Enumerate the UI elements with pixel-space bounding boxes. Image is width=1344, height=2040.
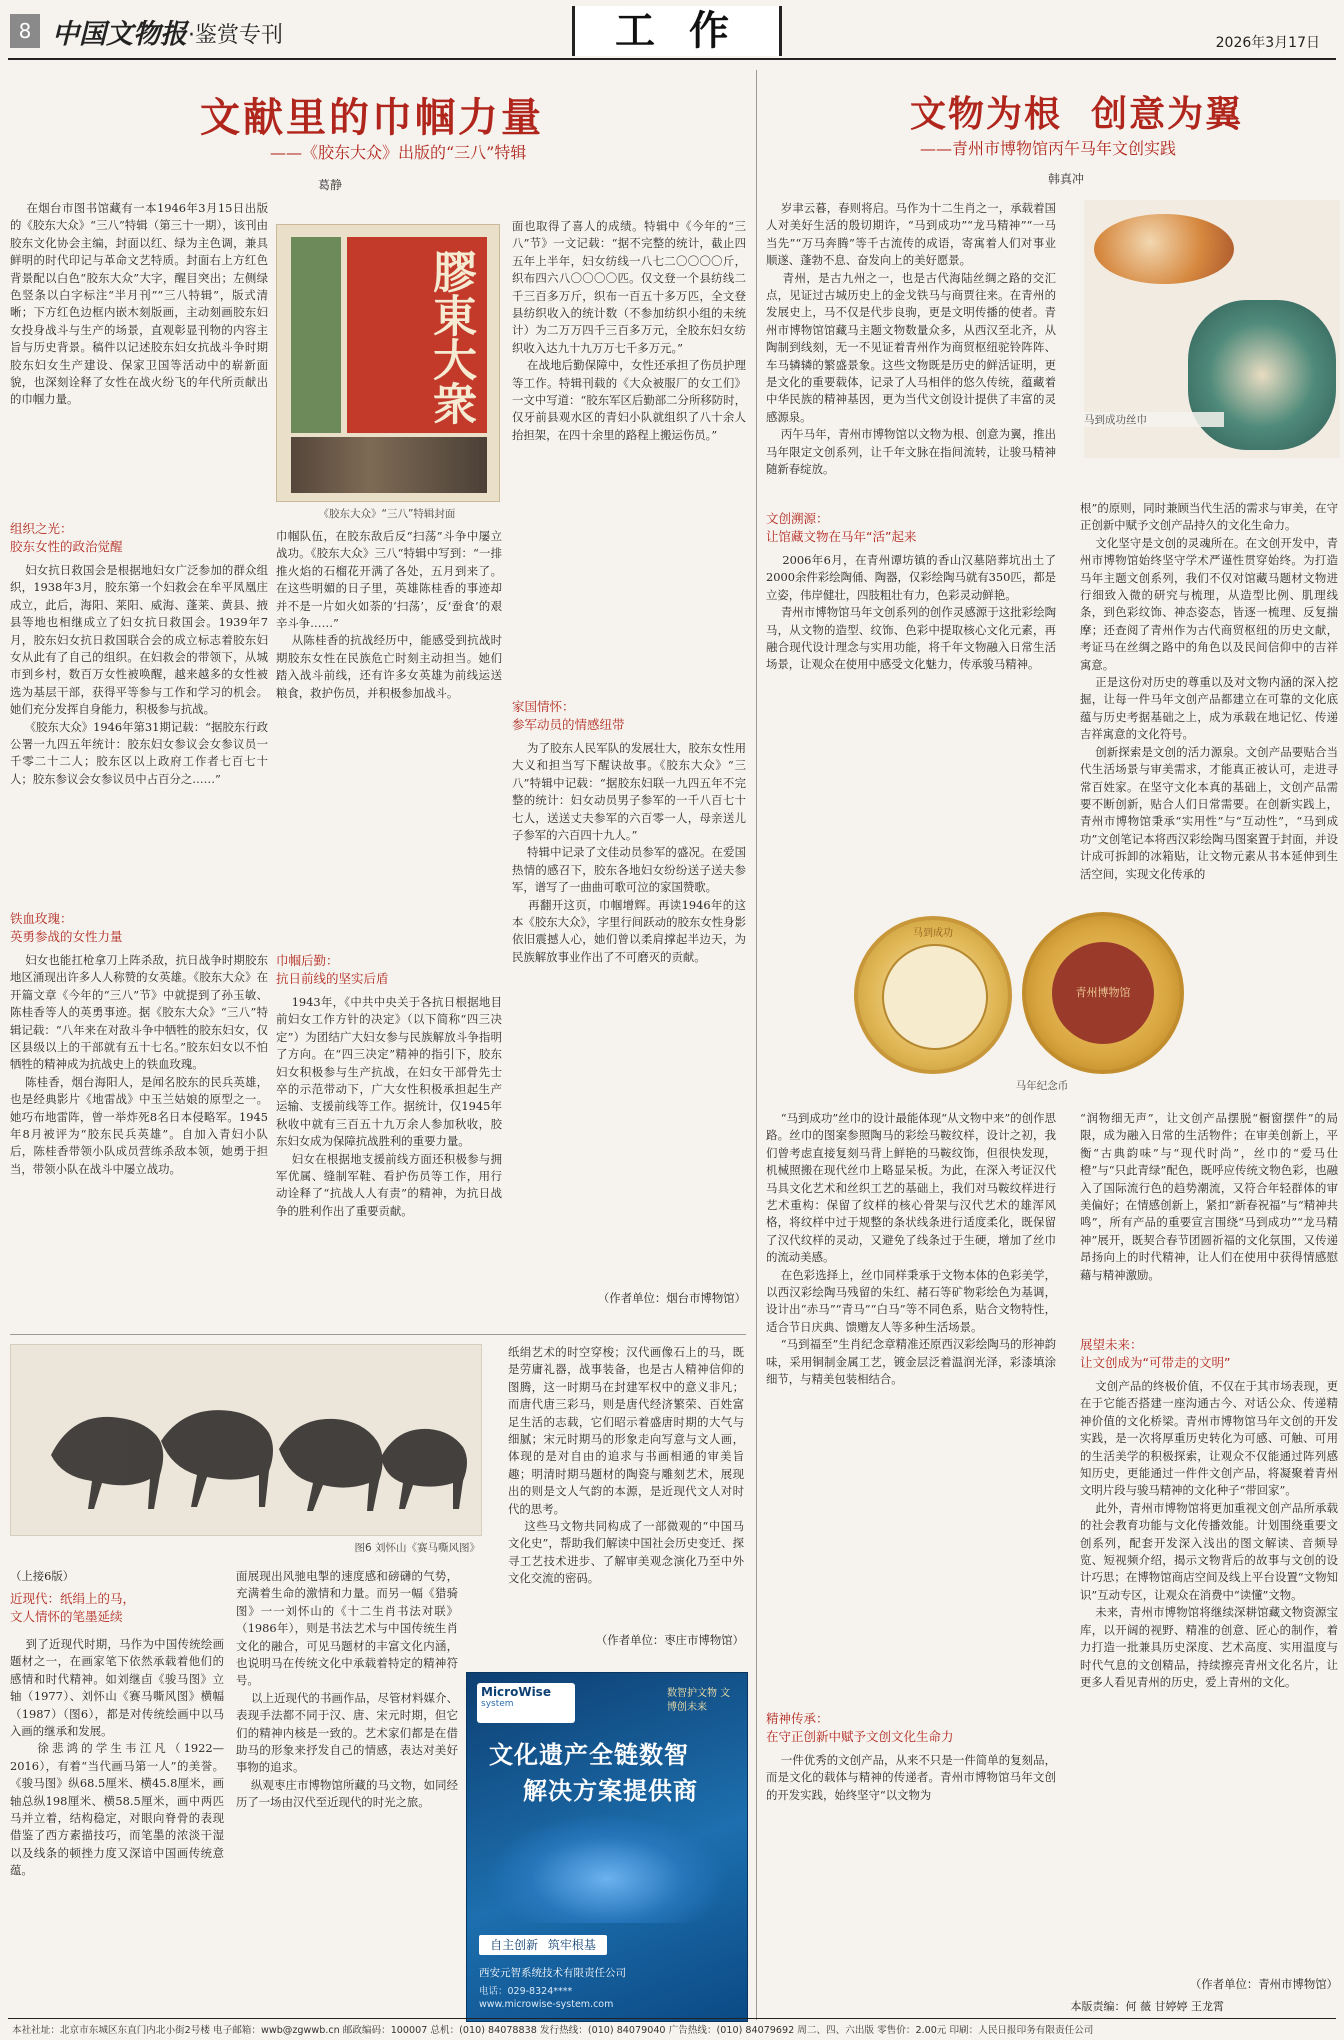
bottom-left-col1: 到了近现代时期，马作为中国传统绘画题材之一，在画家笔下依然承载着他们的感情和时代精神。如刘继卣《骏马图》立轴（1977）、刘怀山《赛马嘶风图》横幅（1987）（图6），都是对传统绘画中以马入画的继承和发展。 徐悲鸿的学生韦江凡（1922—2016），有着“当代画马第一人”的美誉。《骏马图》纵68.5厘米、横45.8厘米，画轴总纵198厘米、横58.5厘米，画中两匹马并立着，结构稳定，对眼向脊骨的表现借鉴了西方素描技巧，而笔墨的浓淡干湿以及线条的顿挫力度又深谙中国画传统意蕴。 xyxy=(10,1637,224,1878)
ad-line-2: 解决方案提供商 xyxy=(523,1776,698,1805)
ad-tag-2: 筑牢根基 xyxy=(547,1938,596,1952)
ad-phone: 电话：029-8324**** xyxy=(479,1986,573,1997)
coin-1 xyxy=(854,916,1012,1074)
right-col1-body-3: 一件优秀的文创产品，从来不只是一件简单的复刻品，而是文化的载体与精神的传递者。青州市博物馆马年文创的开发实践，始终坚守“以文物为 xyxy=(766,1753,1056,1802)
footer-rule xyxy=(8,2018,1336,2019)
center-divider xyxy=(756,70,757,2020)
left-col3-body-2: 为了胶东人民军队的发展壮大，胶东女性用大义和担当写下醒诀故事。《胶东大众》“三八”特辑中记载：“据胶东妇联一九四五年不完整的统计：妇女动员男子参军的一千八百七十七人，送送丈夫参军的六百零一人，母亲送儿子参军的六百四十九人。” 特辑中记录了文佳动员参军的盛况。在爱国热情的感召下，胶东各地妇女纷纷送子送夫参军，谱写了一曲曲可歌可泣的家国赞歌。 再翻开这页，巾帼增辉。再读1946年的这本《胶东大众》，字里行间跃动的胶东女性身影依旧震撼人心，她们曾以柔肩撑起半边天，为民族解放事业作出了不可磨灭的贡献。 xyxy=(512,741,746,964)
issue-date: 2026年3月17日 xyxy=(1215,35,1320,51)
right-col2-heading-1: 展望未来： 让文创成为“可带走的文明” xyxy=(1080,1337,1231,1370)
left-col2-body-1: 巾帼队伍，在胶东敌后反“扫荡”斗争中屡立战功。《胶东大众》三八“特辑中写到：“一排推火焰的石榴花开满了各处，五月到来了。在这些明媚的日子里，英雄陈桂香的事迹却并不是一片如火如荼的‘扫荡’，反‘蚕食’的艰辛斗争……” 从陈桂香的抗战经历中，能感受到抗战时期胶东女性在民族危亡时刻主动担当。她们踏入战斗前线，还有许多女英雄为前线运送粮食，救护伤员，并积极参加战斗。 xyxy=(276,529,502,700)
ad-line-1: 文化遗产全链数智 xyxy=(489,1740,689,1769)
left-col1-body-1: 妇女抗日救国会是根据地妇女广泛参加的群众组织，1938年3月，胶东第一个妇救会在牟平凤凰庄成立，此后，海阳、莱阳、威海、蓬莱、黄县、掖县等地也相继成立了妇女抗日救国会。1939年7月，胶东妇女抗日救国联合会的成立标志着胶东妇女从此有了自己的组织。在妇救会的带领下，从城市到乡村，数百万女性被唤醒，越来越多的女性被选为基层干部，获得平等参与工作和学习的机会。她们充分发挥自身能力，积极参与抗战。 《胶东大众》1946年第31期记载：“据胶东行政公署一九四五年统计：胶东妇女参议会女参议员一千零二十二人；胶东区以上政府工作者七百七十人；胶东参议会女参议员中占百分之……” xyxy=(10,563,268,786)
ad-logo-text: MicroWise xyxy=(481,1685,551,1699)
coin-photo xyxy=(832,900,1338,1102)
right-col1-body-1: 2006年6月，在青州谭坊镇的香山汉墓陪葬坑出土了2000余件彩绘陶俑、陶器，仅彩绘陶马就有350匹，都是立姿，伟岸健壮，四肢粗壮有力，色彩灵动鲜艳。 青州市博物馆马年文创系列的创作灵感源于这批彩绘陶马，从文物的造型、纹饰、色彩中提取核心文化元素，再融合现代设计理念与实用功能，将千年文物融入日常生活场景，让观众在使用中感受文化魅力，传承骏马精神。 xyxy=(766,553,1056,672)
left-col3-body-1: 面也取得了喜人的成绩。特辑中《今年的“三八”节》一文记载：“据不完整的统计，截止四五年上半年，妇女纺线一八七二〇〇〇〇斤，织布四六八〇〇〇〇匹。仅文登一个县纺线二千三百多万斤，织布一百五十多万匹，全文登县纺织收入的统计数（不参加纺织小组的未统计）为二万万四千三百多万元，全胶东妇女纺织收入达九十九万万七千多万元。” 在战地后勤保障中，女性还承担了伤员护理等工作。特辑刊载的《大众被服厂的女工们》一文中写道：“胶东军区后勤部二分所移防时，仅牙前县观水区的青妇小队就组织了八十余人抬担架，在四十余里的路程上搬运伤员。” xyxy=(512,219,746,442)
cover-green-strip xyxy=(291,237,341,433)
ad-tag-1: 自主创新 xyxy=(490,1938,539,1952)
left-col1-heading-2: 铁血玫瑰： 英勇参战的女性力量 xyxy=(10,911,123,944)
right-col1-body-2: “马到成功”丝巾的设计最能体现“从文物中来”的创作思路。丝巾的图案参照陶马的彩绘马鞍纹样，设计之初，我们曾考虑直接复刻马背上鲜艳的马鞍纹饰，但很快发现，机械照搬在现代丝巾上略显呆板。为此，在深入考证汉代马具文化艺术和丝织工艺的基础上，我们对马鞍纹样进行艺术重构：保留了纹样的核心骨架与汉代艺术的雄浑风格，将纹样中过于规整的条状线条进行适度柔化，既保留了汉代纹样的灵动，又避免了线条过于生硬，增加了丝巾的流动美感。 在色彩选择上，丝巾同样秉承于文物本体的色彩美学，以西汉彩绘陶马残留的朱红、赭石等矿物彩绘色为基调，设计出“赤马”“青马”“白马”等不同色系，贴合文物特性，适合节日庆典、馈赠友人等多种生活场景。 “马到福至”生肖纪念章精准还原西汉彩绘陶马的形神韵味，采用铜制金属工艺，镀金层泛着温润光泽，彩漆填涂细节，与精美包装相结合。 xyxy=(766,1111,1056,1387)
right-article-subtitle: ——青州市博物馆丙午马年文创实践 xyxy=(920,139,1177,158)
left-col3-heading-1: 家国情怀： 参军动员的情感纽带 xyxy=(512,699,625,732)
coin-2-label: 青州博物馆 xyxy=(1075,986,1131,999)
ad-visual xyxy=(487,1813,727,1923)
page-number: 8 xyxy=(18,19,32,43)
horse-painting-image xyxy=(10,1344,482,1536)
coin-caption: 马年纪念币 xyxy=(1015,1080,1069,1092)
left-col3-credit: （作者单位：烟台市博物馆） xyxy=(597,1291,746,1305)
scarf-caption: 马到成功丝巾 xyxy=(1084,412,1224,427)
horse-painting-caption: 图6 刘怀山《赛马嘶风图》 xyxy=(354,1542,480,1554)
ad-logo-sub: system xyxy=(481,1699,514,1709)
page-number-box xyxy=(10,14,40,48)
horse-painting-svg xyxy=(11,1345,481,1535)
footer-text: 本社社址：北京市东城区东直门内北小街2号楼 电子邮箱：wwb@zgwwb.cn 邮政编码：100007 总机：(010) 84078838 发行热线：(010) 84079040 广告热线：(010) 84079692 周二、四、六出版 零售价：2.00元 印刷：人民日报印务有限责任公司 xyxy=(12,2025,1094,2036)
bottom-left-credit: （作者单位：枣庄市博物馆） xyxy=(595,1633,744,1647)
coin-1-inner xyxy=(882,944,988,1050)
advertisement[interactable] xyxy=(466,1672,748,2022)
ad-logo xyxy=(477,1683,575,1723)
bottom-left-col3: 纸绢艺术的时空穿梭；汉代画像石上的马，既是劳庸礼器，战事装备，也是古人精神信仰的图腾，这一时期马在封建军权中的意义非凡；而唐代唐三彩马，则是唐代经济繁荣、百姓富足生活的志载，它们昭示着盛唐时期的大气与细腻；宋元时期马的形象走向写意与文人画，体现的是对自由的追求与书画相通的审美旨趣；明清时期马题材的陶瓷与雕刻艺术，展现出的则是文人气韵的本源，是近现代文人对时代的思考。 这些马文物共同构成了一部微观的“中国马文化史”，帮助我们解读中国社会历史变迁、探寻工艺技术进步、了解审美观念演化乃至中外文化交流的密码。 xyxy=(508,1345,744,1586)
cover-title-text: 膠東大衆 xyxy=(425,249,476,425)
coin-1-label: 马到成功 xyxy=(913,928,953,939)
ad-slogan: 数智护文物 文博创未来 xyxy=(667,1688,731,1713)
cover-woodcut xyxy=(291,437,487,493)
right-col2-credit: （作者单位：青州市博物馆） xyxy=(1189,1977,1338,1991)
right-col2-body-2: “润物细无声”，让文创产品摆脱“橱窗摆件”的局限，成为融入日常的生活物件；在审美创新上，平衡“古典韵味”与“现代时尚”，丝巾的“爱马仕橙”与“只此青绿”配色，既呼应传统文物色彩，也融入了国际流行色的趋势潮流，又符合年轻群体的审美偏好；在情感创新上，紧扣“新春祝福”与“精神共鸣”，所有产品的重要宣言围绕“马到成功”“龙马精神”展开，既契合春节团圆祈福的文化氛围，又传递昂扬向上的时代精神，让人们在使用中获得情感慰藉与精神激励。 xyxy=(1080,1111,1338,1282)
left-article-subtitle: ——《胶东大众》出版的“三八”特辑 xyxy=(270,143,527,162)
left-article-author: 葛静 xyxy=(318,178,343,192)
right-col2-body-1: 根”的原则，同时兼顾当代生活的需求与审美，在守正创新中赋予文创产品持久的文化生命力。 文化坚守是文创的灵魂所在。在文创开发中，青州市博物馆始终坚守学术严谨性贯穿始终。为打造马年主题文创系列，我们不仅对馆藏马题材文物进行细致入微的研究与梳理，从造型比例、肌理线条，到色彩纹饰、神态姿态，皆逐一梳理、反复揣摩；还查阅了青州作为古代商贸枢纽的历史文献，考证马在丝绸之路中的角色以及民间信仰中的吉祥寓意。 正是这份对历史的尊重以及对文物内涵的深入挖掘，让每一件马年文创产品都建立在可靠的文化底蕴与历史考据基础之上，成为承载在地记忆、传递吉祥寓意的文化符号。 创新探索是文创的活力源泉。文创产品要贴合当代生活场景与审美需求，才能真正被认可，走进寻常百姓家。在坚守文化本真的基础上，文创产品需要不断创新，贴合人们日常需要。在创新实践上，青州市博物馆秉承“实用性”与“互动性”，“马到成功”文创笔记本将西汉彩绘陶马图案置于封面，并设计成可拆卸的冰箱贴，让文物元素从书本延伸到生活空间，实现文化传承的 xyxy=(1080,501,1338,881)
masthead xyxy=(0,0,1344,62)
masthead-rule xyxy=(8,58,1336,60)
coin-2 xyxy=(1022,912,1184,1074)
right-col1-intro: 岁聿云暮，春则将启。马作为十二生肖之一，承载着国人对美好生活的殷切期许，“马到成功”“龙马精神”“一马当先”“万马奔腾”等千古流传的成语，寄寓着人们对事业顺遂、蓬勃不息、奋发向上的美好愿景。 青州，是古九州之一，也是古代海陆丝绸之路的交汇点，见证过古城历史上的金戈铁马与商贾往来。在青州的发展史上，马不仅是代步良驹，更是文明传播的使者。青州市博物馆馆藏马主题文物数量众多，从西汉至北齐，从陶制到线刻，无一不见证着青州作为商贸枢纽驼铃阵阵、车马辚辚的繁盛景象。这些文物既是历史的鲜活证明，更是文化的重要载体，记录了人马相伴的悠久传统，蕴藏着中华民族的精神基因，更为当代文创设计提供了丰富的灵感源泉。 丙午马年，青州市博物馆以文物为根、创意为翼，推出马年限定文创系列，让千年文脉在指间流转，让骏马精神随新春绽放。 xyxy=(766,201,1056,477)
left-bottom-divider xyxy=(10,1334,746,1335)
left-col2-body-2: 1943年，《中共中央关于各抗日根据地目前妇女工作方针的决定》（以下简称“四三决定”）为团结广大妇女参与民族解放斗争指明了方向。在“四三决定”精神的指引下，胶东妇女积极参与生产抗战，在妇女干部骨先士卒的示范带动下，广大女性积极承担起生产运输、支援前线等工作。据统计，仅1945年秋收中就有三百五十九万余人参加秋收，胶东妇女成为保障抗战胜利的重要力量。 妇女在根据地支援前线方面还积极参与拥军优属、缝制军鞋、看护伤员等工作，用行动诠释了“抗战人人有责”的精神，为抗日战争的胜利作出了重要贡献。 xyxy=(276,995,502,1218)
ad-company: 西安元智系统技术有限责任公司 xyxy=(479,1967,626,1979)
bottom-left-col2: 面展现出风驰电掣的速度感和磅礴的气势，充满着生命的激情和力量。而另一幅《猎骑图》一一刘怀山的《十二生肖书法对联》（1986年），则是书法艺术与中国传统生肖文化的融合，可见马题材的丰富文化内涵，也说明马在传统文化中承载着特定的精神符号。 以上近现代的书画作品，尽管材料媒介、表现手法都不同于汉、唐、宋元时期，但它们的精神内核是一致的。艺术家们都是在借助马的形象来抒发自己的情感，表达对美好事物的追求。 纵观枣庄市博物馆所藏的马文物，如同经历了一场由汉代至近现代的时光之旅。 xyxy=(236,1569,458,1810)
section-title: 工 作 xyxy=(615,7,739,54)
right-article-title: 文物为根 创意为翼 xyxy=(910,93,1244,135)
ad-url: www.microwise-system.com xyxy=(479,1999,614,2010)
section-box xyxy=(572,6,782,56)
left-col1-body-2: 妇女也能扛枪拿刀上阵杀敌，抗日战争时期胶东地区涌现出许多人人称赞的女英雄。《胶东大众》在开篇文章《今年的“三八”节》中就提到了孙玉敏、陈桂香等人的英勇事迹。据《胶东大众》“三八”特辑记载：“八年来在对敌斗争中牺牲的胶东妇女，仅区县级以上的干部就有五十七名。”胶东妇女以不怕牺牲的精神成为抗战史上的铁血玫瑰。 陈桂香，烟台海阳人，是闻名胶东的民兵英雄，也是经典影片《地雷战》中玉兰姑娘的原型之一。她巧布地雷阵，曾一举炸死8名日本侵略军。1945年8月被评为“胶东民兵英雄”。自加入青妇小队后，陈桂香带领小队成员营练杀敌本领，她勇于担当，带领小队在战斗中屡立战功。 xyxy=(10,953,268,1176)
ad-tag-box xyxy=(479,1935,607,1955)
left-col1-heading-1: 组织之光： 胶东女性的政治觉醒 xyxy=(10,521,123,554)
brand: 中国文物报 xyxy=(52,19,187,50)
brand-subtitle: ·鉴赏专刊 xyxy=(188,23,283,48)
magazine-cover-image xyxy=(276,224,500,502)
right-col1-heading-2: 精神传承： 在守正创新中赋予文创文化生命力 xyxy=(766,1711,954,1744)
continued-marker: （上接6版） xyxy=(10,1569,75,1583)
editors-line: 本版责编：何 薇 甘婷婷 王龙霄 xyxy=(1070,2000,1224,2013)
bottom-left-heading: 近现代：纸绢上的马， 文人情怀的笔墨延续 xyxy=(10,1591,136,1624)
right-col1-heading-1: 文创溯源： 让馆藏文物在马年“活”起来 xyxy=(766,511,917,544)
right-col2-body-3: 文创产品的终极价值，不仅在于其市场表现，更在于它能否搭建一座沟通古今、对话公众、传递精神价值的文化桥梁。青州市博物馆马年文创的开发实践，是一次将厚重历史转化为可感、可触、可用的生活美学的积极探索，让观众不仅能通过阵列感知历史，更能通过一件件文创产品，将凝聚着青州文明片段与骏马精神的文化种子“带回家”。 此外，青州市博物馆将更加重视文创产品所承载的社会教育功能与文化传播效能。计划围绕重要文创系列，配套开发深入浅出的图文解读、音频导览、短视频介绍，揭示文物背后的故事与文创的设计巧思；在博物馆商店空间及线上平台设置“文物知识”互动专区，让观众在消费中“读懂”文物。 未来，青州市博物馆将继续深耕馆藏文物资源宝库，以开阔的视野、精准的创意、匠心的制作，着力打造一批兼具历史深度、艺术高度、实用温度与时代气息的文创精品，持续擦亮青州文化名片，让更多人看见青州的历史，爱上青州的文化。 xyxy=(1080,1379,1338,1689)
left-col1-intro: 在烟台市图书馆藏有一本1946年3月15日出版的《胶东大众》“三八”特辑（第三十一期），该刊由胶东文化协会主编，封面以红、绿为主色调，兼具鲜明的时代印记与革命文艺特质。封面右上方红色背景配以白色“胶东大众”大字，醒目突出；左侧绿色竖条以白字标注“半月刊”“三八特辑”，版式清晰；下方红色边框内嵌木刻版画，主动刻画胶东妇女投身战斗与生产的场景，直观彰显刊物的内容主旨与历史背景。稿件以记述胶东妇女抗战斗争时期胶东妇女生产建设、保家卫国等活动中的崭新面貌，也深刻诠释了女性在战火纷飞的年代所贡献出的巾帼力量。 xyxy=(10,201,268,407)
scarf-2 xyxy=(1188,300,1336,450)
left-col2-heading-1: 巾帼后勤： 抗日前线的坚实后盾 xyxy=(276,953,389,986)
right-article-author: 韩真冲 xyxy=(1048,172,1085,186)
scarf-1 xyxy=(1094,214,1234,284)
left-article-title: 文献里的巾帼力量 xyxy=(200,94,544,141)
cover-caption: 《胶东大众》“三八”特辑封面 xyxy=(318,508,456,520)
